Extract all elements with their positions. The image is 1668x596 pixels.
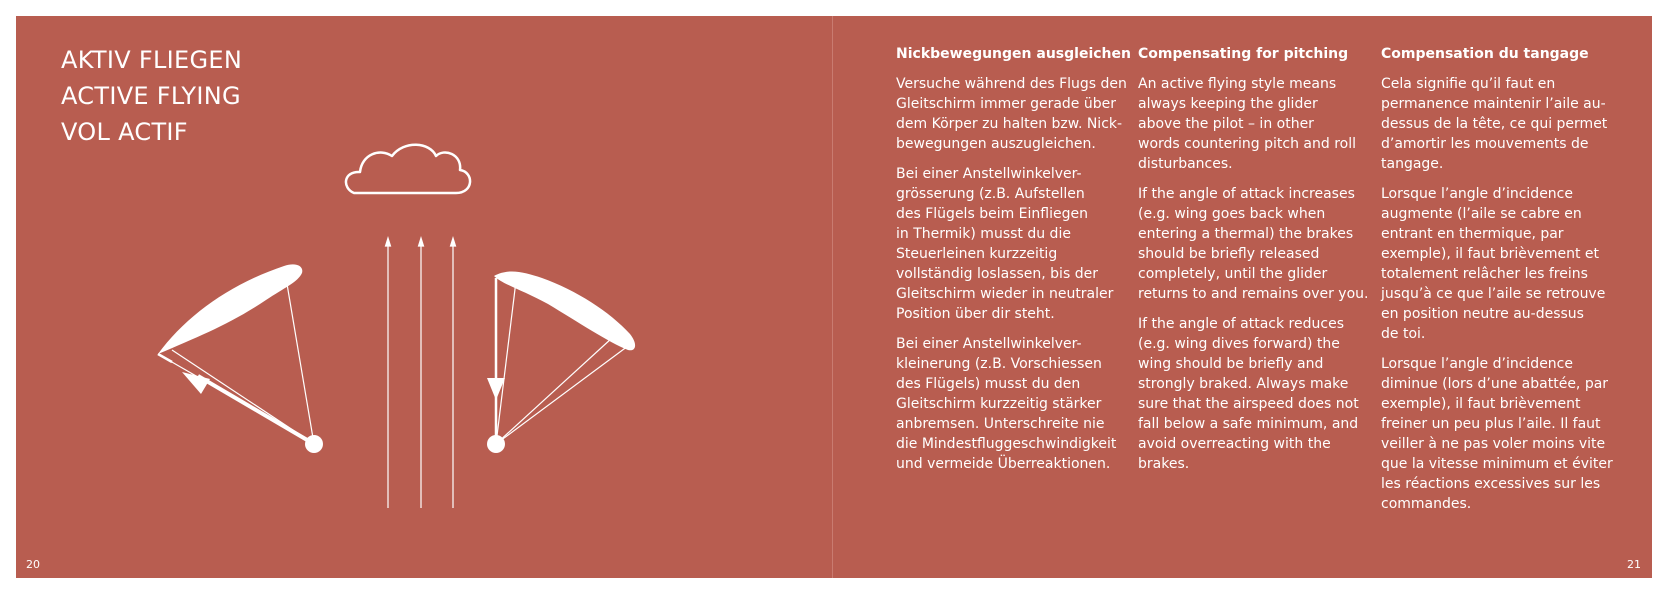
paragraph: Versuche während des Flugs den Gleitschirm immer gerade über dem Körper zu halten bzw. Nick- bewegungen auszugleichen. — [896, 76, 1127, 152]
page-number-left: 20 — [26, 558, 40, 571]
brochure-spread — [16, 16, 1652, 578]
column-german — [896, 44, 1131, 484]
active-flying-illustration — [16, 16, 832, 578]
paragraph: An active flying style means always keeping the glider above the pilot – in other words countering pitch and roll disturbances. — [1138, 76, 1356, 172]
heading-french: Compensation du tangage — [1381, 46, 1589, 62]
column-english — [1138, 44, 1370, 484]
thermal-arrowhead — [419, 238, 424, 246]
glider-line — [158, 354, 172, 362]
brake-line — [198, 376, 314, 444]
glider-line — [286, 278, 314, 444]
page-number-right: 21 — [1627, 558, 1641, 571]
paragraph: If the angle of attack reduces (e.g. wing dives forward) the wing should be briefly and strongly braked. Always make sure that the airspeed does not fall below a safe minimum, and avoid overreacting with the brakes. — [1138, 316, 1359, 472]
column-french — [1381, 44, 1613, 524]
pilot-icon — [305, 435, 323, 453]
title-french: VOL ACTIF — [61, 118, 188, 146]
title-german: AKTIV FLIEGEN — [61, 46, 243, 74]
glider-line — [496, 346, 628, 444]
paraglider-pitched-back — [158, 264, 323, 453]
glider-line — [496, 338, 612, 444]
pilot-icon — [487, 435, 505, 453]
paraglider-dived-forward — [487, 272, 635, 453]
thermal-arrows — [386, 238, 456, 508]
paragraph: Lorsque l’angle d’incidence diminue (lors d’une abattée, par exemple), il faut brièvement freiner un peu plus l’aile. Il faut veiller à ne pas voler moins vite que la vitesse minimum et éviter les réactions excessives sur les commandes. — [1381, 356, 1613, 512]
paragraph: Cela signifie qu’il faut en permanence maintenir l’aile au- dessus de la tête, ce qui permet d’amortir les mouvements de tangage. — [1381, 76, 1608, 172]
heading-german: Nickbewegungen ausgleichen — [896, 46, 1131, 62]
glider-wing — [158, 264, 302, 354]
thermal-arrowhead — [386, 238, 391, 246]
cloud-icon — [346, 145, 470, 193]
paragraph: If the angle of attack increases (e.g. wing goes back when entering a thermal) the brakes should be briefly released completely, until the glider returns to and remains over you. — [1138, 186, 1369, 302]
heading-english: Compensating for pitching — [1138, 46, 1349, 62]
paragraph: Bei einer Anstellwinkelver- grösserung (z.B. Aufstellen des Flügels beim Einfliegen in Thermik) musst du die Steuerleinen kurzzeitig vollständig loslassen, bis der Gleitschirm wieder in neutraler Position über dir steht. — [896, 166, 1114, 322]
page-fold — [832, 16, 833, 578]
thermal-arrowhead — [451, 238, 456, 246]
paragraph: Lorsque l’angle d’incidence augmente (l’aile se cabre en entrant en thermique, par exemple), il faut brièvement et totalement relâcher les freins jusqu’à ce que l’aile se retrouve en position neutre au-dessus de toi. — [1381, 186, 1606, 342]
paragraph: Bei einer Anstellwinkelver- kleinerung (z.B. Vorschiessen des Flügels) musst du den Gleitschirm kurzzeitig stärker anbremsen. Unterschreite nie die Mindestfluggeschwindigkeit und vermeide Überreaktionen. — [896, 336, 1117, 472]
title-english: ACTIVE FLYING — [61, 82, 241, 110]
glider-line — [496, 281, 516, 444]
